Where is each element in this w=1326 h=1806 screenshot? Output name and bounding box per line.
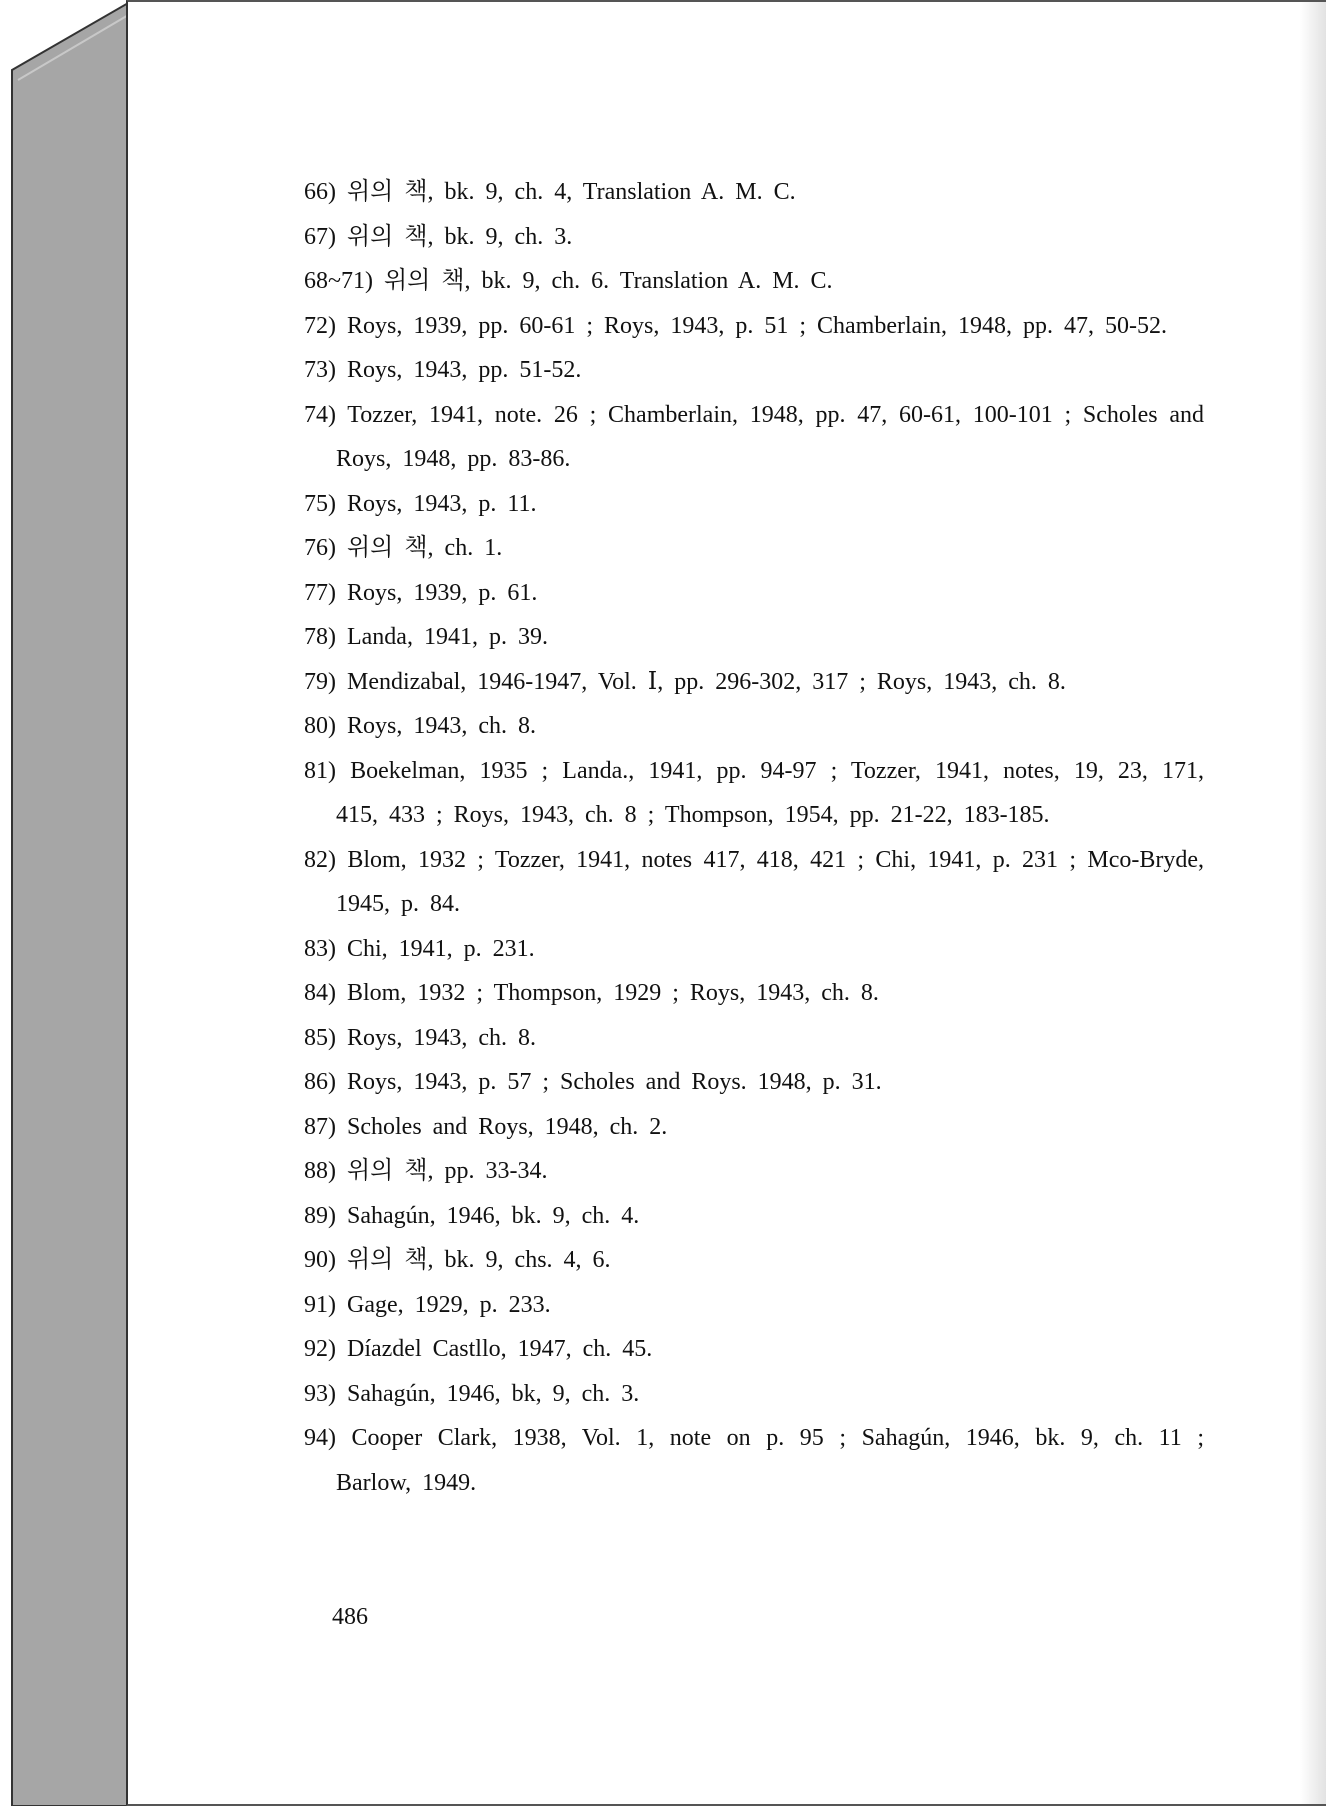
endnote: 68~71) 위의 책, bk. 9, ch. 6. Translation A. M. C. xyxy=(304,268,833,294)
page-number: 486 xyxy=(332,1604,368,1630)
endnote: 86) Roys, 1943, p. 57 ; Scholes and Roys. 1948, p. 31. xyxy=(304,1069,882,1095)
page-edge-shadow xyxy=(1300,2,1326,1804)
endnote: 73) Roys, 1943, pp. 51-52. xyxy=(304,357,582,383)
endnote: 67) 위의 책, bk. 9, ch. 3. xyxy=(304,223,573,250)
endnote: 92) Díazdel Castllo, 1947, ch. 45. xyxy=(304,1336,653,1362)
endnote: 75) Roys, 1943, p. 11. xyxy=(304,490,537,517)
endnote: 81) Boekelman, 1935 ; Landa., 1941, pp. 94-97 ; Tozzer, 1941, notes, 19, 23, 171, 415, 433 ; Roys, 1943, ch. 8 ; Thompson, 1954, pp. 21-22, 183-185. xyxy=(304,757,1204,828)
endnote: 66) 위의 책, bk. 9, ch. 4, Translation A. M. C. xyxy=(304,179,796,205)
endnote: 79) Mendizabal, 1946-1947, Vol. Ⅰ, pp. 296-302, 317 ; Roys, 1943, ch. 8. xyxy=(304,668,1066,695)
endnote: 80) Roys, 1943, ch. 8. xyxy=(304,713,536,739)
endnote: 94) Cooper Clark, 1938, Vol. 1, note on p. 95 ; Sahagún, 1946, bk. 9, ch. 11 ; Barlow, 1949. xyxy=(304,1425,1204,1496)
endnote: 74) Tozzer, 1941, note. 26 ; Chamberlain, 1948, pp. 47, 60-61, 100-101 ; Scholes and Roys, 1948, pp. 83-86. xyxy=(304,401,1204,472)
endnote: 89) Sahagún, 1946, bk. 9, ch. 4. xyxy=(304,1202,640,1229)
endnote: 83) Chi, 1941, p. 231. xyxy=(304,935,535,962)
endnote: 88) 위의 책, pp. 33-34. xyxy=(304,1158,548,1184)
endnote: 72) Roys, 1939, pp. 60-61 ; Roys, 1943, p. 51 ; Chamberlain, 1948, pp. 47, 50-52. xyxy=(304,312,1167,339)
endnote: 78) Landa, 1941, p. 39. xyxy=(304,624,548,650)
endnote: 91) Gage, 1929, p. 233. xyxy=(304,1291,551,1318)
endnotes-list xyxy=(304,170,1204,1505)
endnote: 82) Blom, 1932 ; Tozzer, 1941, notes 417, 418, 421 ; Chi, 1941, p. 231 ; Mco-Bryde, 1945, p. 84. xyxy=(304,846,1204,917)
endnote: 77) Roys, 1939, p. 61. xyxy=(304,579,538,606)
endnote: 90) 위의 책, bk. 9, chs. 4, 6. xyxy=(304,1247,611,1273)
book-spine xyxy=(8,0,132,1806)
endnote: 85) Roys, 1943, ch. 8. xyxy=(304,1024,536,1051)
endnote: 87) Scholes and Roys, 1948, ch. 2. xyxy=(304,1113,668,1140)
endnote: 76) 위의 책, ch. 1. xyxy=(304,535,503,561)
endnote: 84) Blom, 1932 ; Thompson, 1929 ; Roys, 1943, ch. 8. xyxy=(304,980,879,1006)
endnote: 93) Sahagún, 1946, bk, 9, ch. 3. xyxy=(304,1380,640,1407)
